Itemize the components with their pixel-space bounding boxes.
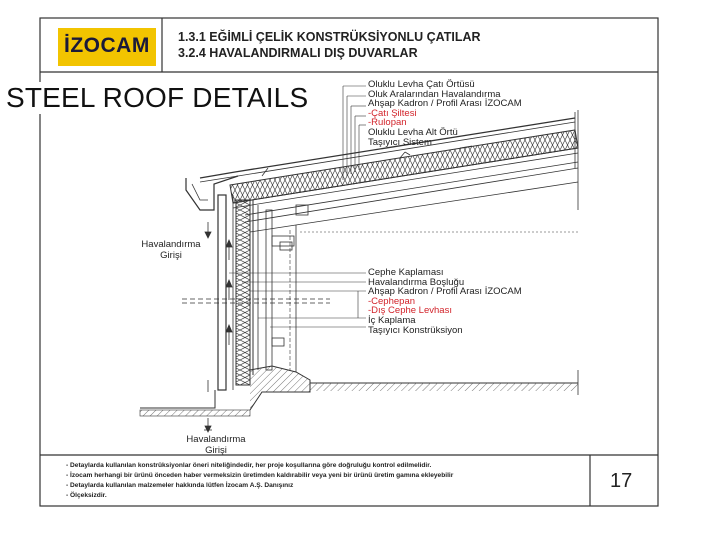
header-title-line2: 3.2.4 HAVALANDIRMALI DIŞ DUVARLAR [178, 46, 418, 60]
note-2: - İzocam herhangi bir ürünü önceden haber vermeksizin üretimden kaldırabilir veya yeni bir ürünü üretim gamına ekleyebilir [66, 472, 454, 479]
note-4: - Ölçeksizdir. [66, 492, 107, 499]
foundation-sill [250, 366, 310, 410]
note-3: - Detaylarda kullanılan malzemeler hakkında lütfen İzocam A.Ş. Danışınız [66, 482, 294, 489]
wall-label-3: Ahşap Kadron / Profil Arası İZOCAM [368, 286, 522, 298]
vent-arrows [226, 240, 232, 345]
roof-label-1: Oluklu Levha Çatı Örtüsü [368, 79, 475, 90]
roof-label-6: Oluklu Levha Alt Örtü [368, 127, 458, 138]
header-title-line1: 1.3.1 EĞİMLİ ÇELİK KONSTRÜKSİYONLU ÇATILAR [178, 30, 481, 44]
slide-title: STEEL ROOF DETAILS [6, 82, 309, 113]
wall-label-7: Taşıyıcı Konstrüksiyon [368, 324, 463, 336]
roof-label-3: Ahşap Kadron / Profil Arası İZOCAM [368, 98, 522, 110]
roof-label-2: Oluk Aralarından Havalandırma [368, 88, 501, 100]
vent-inlet-label-bottom [176, 434, 256, 456]
wall-structure [266, 210, 272, 370]
vent-inlet-bottom-line2: Girişi [205, 445, 227, 456]
vent-inlet-bottom-line1: Havalandırma [186, 434, 246, 445]
wall-label-2: Havalandırma Boşluğu [368, 276, 465, 288]
vent-inlet-label-top [130, 239, 212, 261]
roof-label-7: Taşıyıcı Sistem [368, 136, 432, 148]
wall-label-5: -Dış Cephe Levhası [368, 305, 452, 317]
page-number: 17 [610, 470, 633, 492]
facade-cladding [218, 195, 226, 390]
wall-label-6: İç Kaplama [368, 315, 416, 326]
roof-label-4: -Çatı Şiltesi [368, 107, 417, 119]
vent-inlet-top-line2: Girişi [160, 250, 182, 261]
wall-insulation [236, 200, 250, 385]
vent-inlet-top-line1: Havalandırma [141, 239, 201, 250]
eave-gutter [186, 176, 238, 210]
note-1: - Detaylarda kullanılan konstrüksiyonlar öneri niteliğindedir, her proje koşullarına göre doğruluğu kontrol edilmelidir. [66, 462, 432, 469]
wall-assembly [140, 195, 578, 416]
wall-label-1: Cephe Kaplaması [368, 267, 444, 278]
wall-label-4: -Cephepan [368, 295, 416, 307]
izocam-logo: İZOCAM [64, 34, 150, 57]
roof-label-5: -Rulopan [368, 117, 407, 129]
